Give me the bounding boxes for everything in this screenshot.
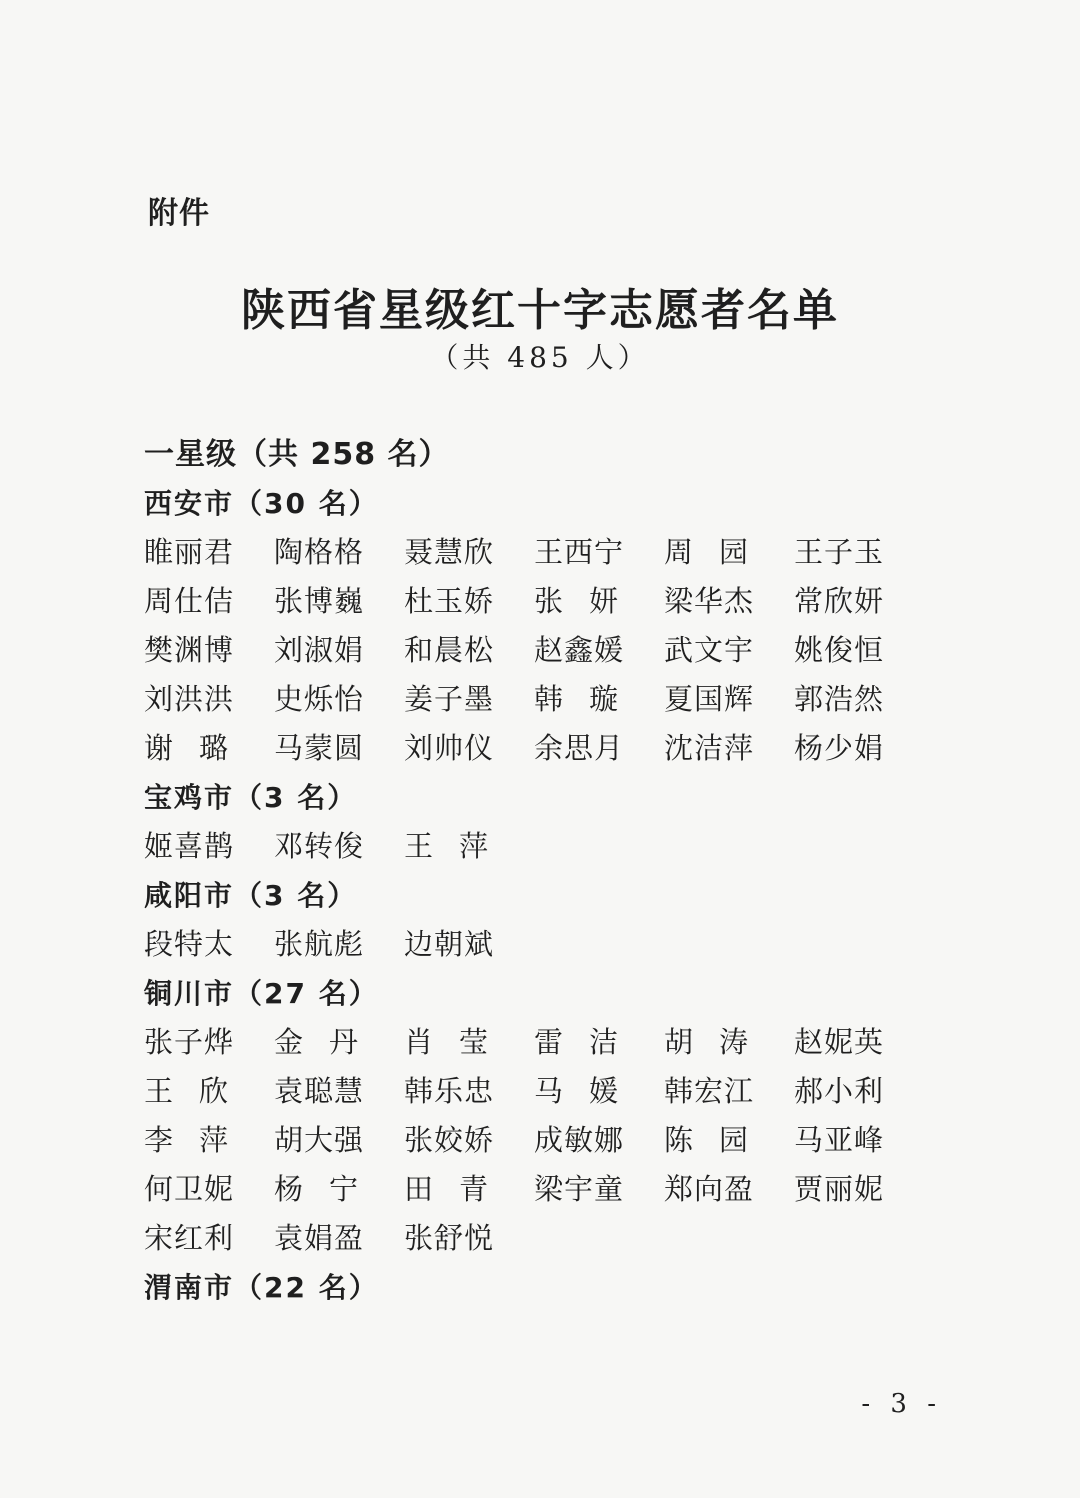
volunteer-name: 刘帅仪 [404,731,495,765]
volunteer-name: 刘淑娟 [274,633,365,667]
name-row [144,1214,964,1263]
volunteer-name: 沈洁萍 [664,731,755,765]
volunteer-name: 李 萍 [144,1123,229,1157]
volunteer-name: 韩乐忠 [404,1074,495,1108]
volunteer-name: 袁娟盈 [274,1221,365,1255]
volunteer-name: 赵妮英 [794,1025,885,1059]
volunteer-name: 姜子墨 [404,682,495,716]
volunteer-name: 杨少娟 [794,731,885,765]
volunteer-name: 杨 宁 [274,1172,359,1206]
volunteer-name: 马 媛 [534,1074,619,1108]
volunteer-name: 赵鑫媛 [534,633,625,667]
volunteer-name: 王 欣 [144,1074,229,1108]
volunteer-name: 陶格格 [274,535,365,569]
volunteer-name: 夏国辉 [664,682,755,716]
volunteer-name: 成敏娜 [534,1123,625,1157]
volunteer-name: 张航彪 [274,927,365,961]
name-row [144,626,964,675]
volunteer-name: 边朝斌 [404,927,495,961]
volunteer-name: 谢 璐 [144,731,229,765]
attachment-label: 附件 [148,196,210,231]
volunteer-name: 胡 涛 [664,1025,749,1059]
page-number: - 3 - [861,1389,942,1419]
volunteer-name: 郑向盈 [664,1172,755,1206]
volunteer-name: 刘洪洪 [144,682,235,716]
volunteer-name: 张博巍 [274,584,365,618]
star-level-heading: 一星级（共 258 名） [144,437,450,472]
volunteer-name: 陈 园 [664,1123,749,1157]
name-row [144,724,964,773]
volunteer-name: 段特太 [144,927,235,961]
city-heading: 西安市（30 名） [144,487,379,520]
volunteer-name: 梁宇童 [534,1172,625,1206]
volunteer-name: 贾丽妮 [794,1172,885,1206]
volunteer-name: 王子玉 [794,535,885,569]
volunteer-name: 宋红利 [144,1221,235,1255]
volunteer-name: 肖 莹 [404,1025,489,1059]
volunteer-name: 梁华杰 [664,584,755,618]
name-row [144,822,964,871]
volunteer-name: 胡大强 [274,1123,365,1157]
volunteer-name: 邓转俊 [274,829,365,863]
city-heading: 铜川市（27 名） [144,977,379,1010]
volunteer-name: 姬喜鹊 [144,829,235,863]
volunteer-name: 马亚峰 [794,1123,885,1157]
volunteer-name: 和晨松 [404,633,495,667]
name-row [144,1067,964,1116]
volunteer-name: 韩 璇 [534,682,619,716]
volunteer-name: 郝小利 [794,1074,885,1108]
volunteer-name: 马蒙圆 [274,731,365,765]
volunteer-name: 雷 洁 [534,1025,619,1059]
volunteer-name: 常欣妍 [794,584,885,618]
document-title: 陕西省星级红十字志愿者名单 [241,285,839,336]
volunteer-name: 金 丹 [274,1025,359,1059]
volunteer-name: 张 妍 [534,584,619,618]
volunteer-name: 樊渊博 [144,633,235,667]
name-row [144,675,964,724]
volunteer-name: 武文宇 [664,633,755,667]
volunteer-name: 张姣娇 [404,1123,495,1157]
volunteer-name: 王西宁 [534,535,625,569]
volunteer-name: 周仕佶 [144,584,235,618]
volunteer-name: 杜玉娇 [404,584,495,618]
volunteer-list [144,430,964,1312]
volunteer-name: 姚俊恒 [794,633,885,667]
document-subtitle: （共 485 人） [430,341,650,374]
name-row [144,1116,964,1165]
name-row [144,1018,964,1067]
volunteer-name: 袁聪慧 [274,1074,365,1108]
volunteer-name: 周 园 [664,535,749,569]
volunteer-name: 郭浩然 [794,682,885,716]
volunteer-name: 韩宏江 [664,1074,755,1108]
volunteer-name: 张舒悦 [404,1221,495,1255]
name-row [144,577,964,626]
name-row [144,528,964,577]
volunteer-name: 王 萍 [404,829,489,863]
volunteer-name: 何卫妮 [144,1172,235,1206]
volunteer-name: 睢丽君 [144,535,235,569]
volunteer-name: 张子烨 [144,1025,235,1059]
city-heading: 渭南市（22 名） [144,1271,379,1304]
volunteer-name: 史烁怡 [274,682,365,716]
city-heading: 咸阳市（3 名） [144,879,358,912]
volunteer-name: 余思月 [534,731,625,765]
city-heading: 宝鸡市（3 名） [144,781,358,814]
name-row [144,1165,964,1214]
volunteer-name: 田 青 [404,1172,489,1206]
name-row [144,920,964,969]
volunteer-name: 聂慧欣 [404,535,495,569]
